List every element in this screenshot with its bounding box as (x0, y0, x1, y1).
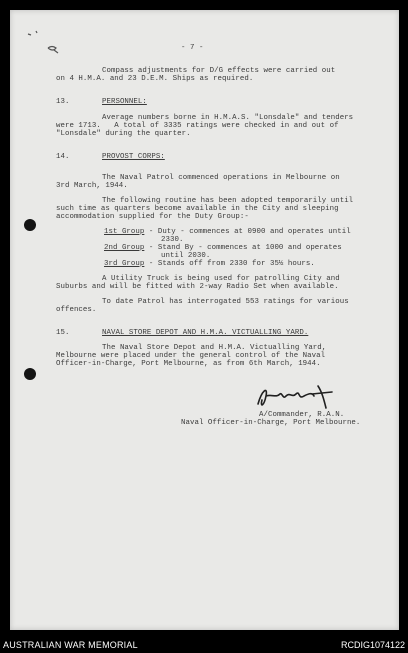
duty-group-row (104, 244, 342, 252)
section-number: 13. (56, 98, 70, 106)
signature-rank: A/Commander, R.A.N. (259, 411, 345, 419)
page-number: - 7 - (181, 44, 204, 52)
text-line: 3rd March, 1944. (56, 182, 128, 190)
corner-ink-mark (24, 28, 64, 58)
text-line: on 4 H.M.A. and 23 D.E.M. Ships as required. (56, 75, 254, 83)
section-heading: PROVOST CORPS: (102, 153, 165, 161)
text-line: offences. (56, 306, 97, 314)
text-line: Compass adjustments for D/G effects were carried out (102, 67, 336, 75)
group-text: - Stand By - commences at 1000 and operates (144, 244, 342, 252)
text-line: The Naval Patrol commenced operations in Melbourne on (102, 174, 340, 182)
group-text: - Stands off from 2330 for 35½ hours. (144, 260, 315, 268)
text-line: were 1713. A total of 3335 ratings were checked in and out of (56, 122, 339, 130)
text-line: "Lonsdale" during the quarter. (56, 130, 191, 138)
group-text: - Duty - commences at 0900 and operates until (144, 228, 351, 236)
group-label: 1st Group (104, 228, 145, 236)
group-label: 2nd Group (104, 244, 145, 252)
text-line: The Naval Store Depot and H.M.A. Victualling Yard, (102, 344, 327, 352)
group-label: 3rd Group (104, 260, 145, 268)
archive-footer (0, 636, 408, 653)
text-line: 2330. (161, 236, 184, 244)
archive-name: AUSTRALIAN WAR MEMORIAL (3, 640, 138, 650)
text-line: Average numbers borne in H.M.A.S. "Lonsdale" and tenders (102, 114, 354, 122)
text-line: Officer-in-Charge, Port Melbourne, as from 6th March, 1944. (56, 360, 321, 368)
text-line: To date Patrol has interrogated 553 ratings for various (102, 298, 349, 306)
handwritten-signature (252, 382, 336, 412)
text-line: accommodation supplied for the Duty Group:- (56, 213, 249, 221)
text-line: until 2030. (161, 252, 211, 260)
punch-hole (24, 219, 36, 231)
archive-id: RCDIG1074122 (340, 640, 405, 650)
section-number: 15. (56, 329, 70, 337)
text-line: Melbourne were placed under the general control of the Naval (56, 352, 326, 360)
section-heading: NAVAL STORE DEPOT AND H.M.A. VICTUALLING YARD. (102, 329, 309, 337)
text-line: Suburbs and will be fitted with 2-way Radio Set when available. (56, 283, 339, 291)
section-number: 14. (56, 153, 70, 161)
signature-title: Naval Officer-in-Charge, Port Melbourne. (181, 419, 361, 427)
section-heading: PERSONNEL: (102, 98, 147, 106)
punch-hole (24, 368, 36, 380)
duty-group-row (104, 228, 351, 236)
duty-group-row (104, 260, 315, 268)
text-line: such time as quarters become available in the City and sleeping (56, 205, 339, 213)
text-line: The following routine has been adopted temporarily until (102, 197, 354, 205)
text-line: A Utility Truck is being used for patrolling City and (102, 275, 340, 283)
